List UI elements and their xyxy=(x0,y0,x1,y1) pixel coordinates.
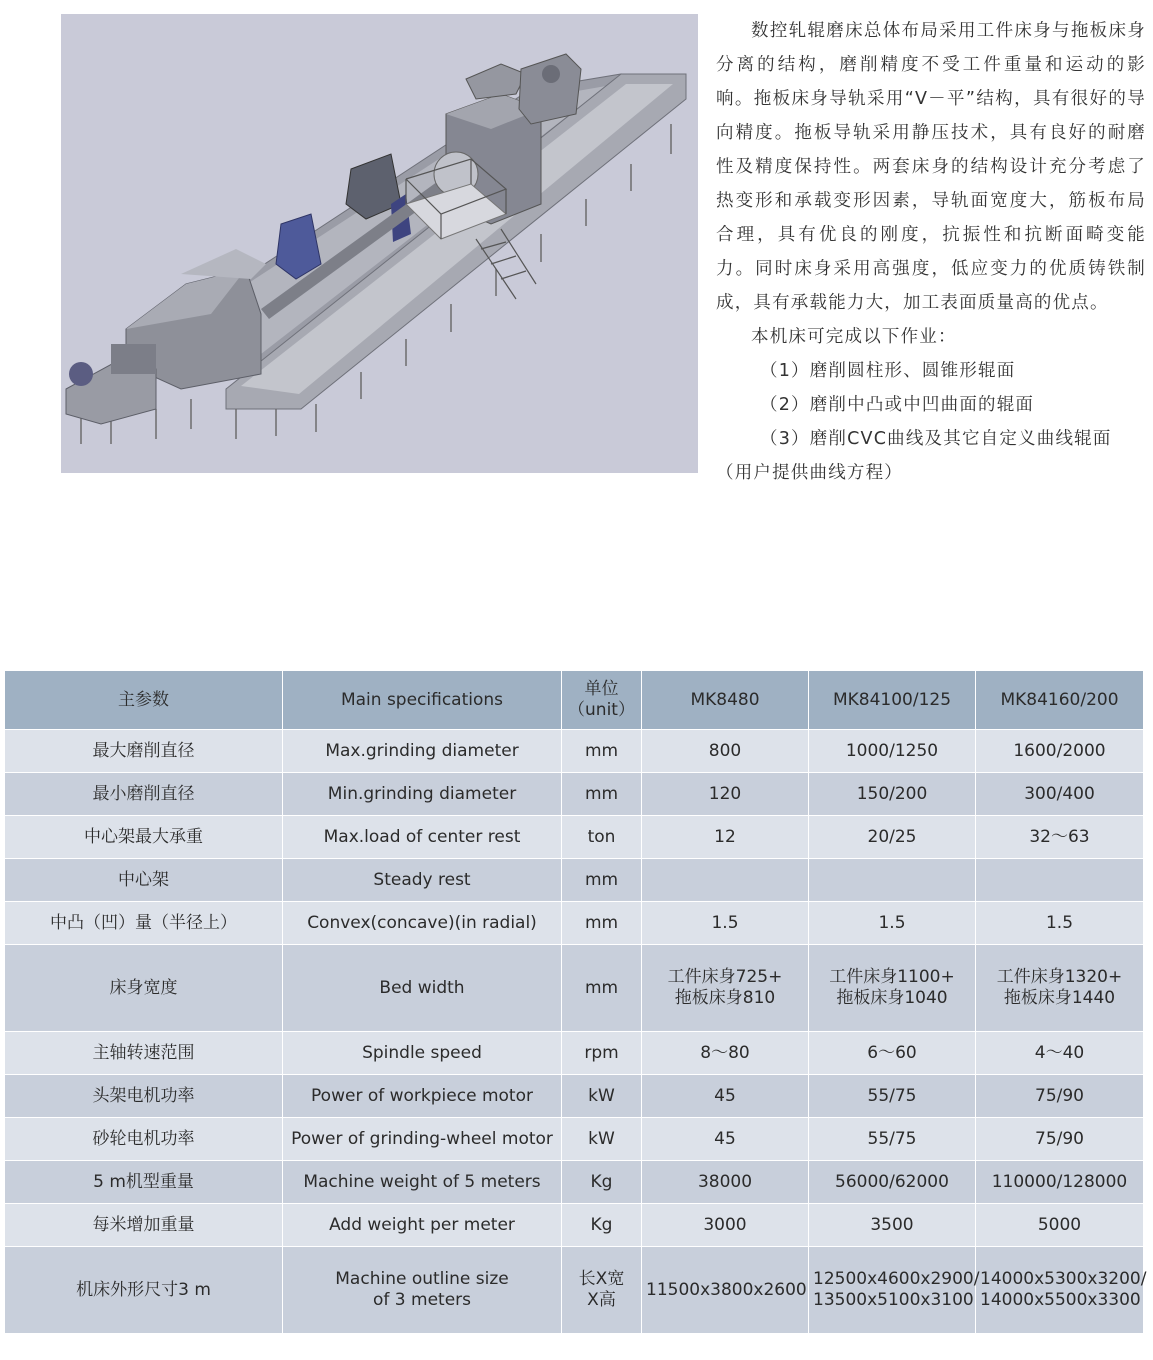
cell-mk84160: 300/400 xyxy=(976,773,1144,816)
cell-mk84160: 4～40 xyxy=(976,1032,1144,1075)
cell-param-en: Spindle speed xyxy=(283,1032,562,1075)
header-mk84160: MK84160/200 xyxy=(976,671,1144,730)
cell-param-en: Power of workpiece motor xyxy=(283,1075,562,1118)
cell-unit: mm xyxy=(562,945,642,1032)
operation-item-2: （2）磨削中凸或中凹曲面的辊面 xyxy=(760,395,1035,415)
cell-param-en: Machine weight of 5 meters xyxy=(283,1161,562,1204)
cell-param-zh: 最大磨削直径 xyxy=(5,730,283,773)
cell-mk84160: 14000x5300x3200/ 14000x5500x3300 xyxy=(976,1247,1144,1334)
operation-item-3-tail: （用户提供曲线方程） xyxy=(716,463,903,483)
cell-mk8480: 11500x3800x2600 xyxy=(642,1247,809,1334)
cell-mk8480: 45 xyxy=(642,1075,809,1118)
table-row xyxy=(5,1247,1144,1334)
cell-mk8480: 800 xyxy=(642,730,809,773)
table-header-row xyxy=(5,671,1144,730)
cell-param-en: Min.grinding diameter xyxy=(283,773,562,816)
operation-item-1: （1）磨削圆柱形、圆锥形辊面 xyxy=(760,361,1016,381)
cell-param-zh: 机床外形尺寸3 m xyxy=(5,1247,283,1334)
cell-param-zh: 中心架最大承重 xyxy=(5,816,283,859)
operations-heading: 本机床可完成以下作业： xyxy=(751,327,957,347)
specifications-table xyxy=(4,670,1147,1334)
cell-param-zh: 主轴转速范围 xyxy=(5,1032,283,1075)
cell-mk84160: 75/90 xyxy=(976,1118,1144,1161)
cell-param-en: Bed width xyxy=(283,945,562,1032)
cell-unit: ton xyxy=(562,816,642,859)
intro-text xyxy=(716,14,1146,490)
table-row xyxy=(5,1161,1144,1204)
cell-param-zh: 中心架 xyxy=(5,859,283,902)
cell-mk84100: 3500 xyxy=(809,1204,976,1247)
table-row xyxy=(5,859,1144,902)
cell-param-zh: 床身宽度 xyxy=(5,945,283,1032)
cell-mk84160: 32～63 xyxy=(976,816,1144,859)
machine-render-image xyxy=(61,14,698,473)
cell-unit: mm xyxy=(562,859,642,902)
table-row xyxy=(5,1032,1144,1075)
cell-mk8480: 45 xyxy=(642,1118,809,1161)
table-row xyxy=(5,773,1144,816)
cell-unit: mm xyxy=(562,730,642,773)
cell-mk84160: 5000 xyxy=(976,1204,1144,1247)
cell-mk84100 xyxy=(809,859,976,902)
cell-param-en: Convex(concave)(in radial) xyxy=(283,902,562,945)
cell-mk84160: 1.5 xyxy=(976,902,1144,945)
cell-mk84100: 1000/1250 xyxy=(809,730,976,773)
cell-mk8480: 38000 xyxy=(642,1161,809,1204)
cell-param-en: Max.load of center rest xyxy=(283,816,562,859)
cell-mk84100: 12500x4600x2900/ 13500x5100x3100 xyxy=(809,1247,976,1334)
header-mk84100: MK84100/125 xyxy=(809,671,976,730)
header-param-zh: 主参数 xyxy=(5,671,283,730)
table-row xyxy=(5,902,1144,945)
table-row xyxy=(5,1204,1144,1247)
header-mk8480: MK8480 xyxy=(642,671,809,730)
cell-param-en: Add weight per meter xyxy=(283,1204,562,1247)
table-row xyxy=(5,1075,1144,1118)
cell-param-zh: 每米增加重量 xyxy=(5,1204,283,1247)
cell-unit: 长X宽 X高 xyxy=(562,1247,642,1334)
table-row xyxy=(5,1118,1144,1161)
cell-mk84160: 1600/2000 xyxy=(976,730,1144,773)
cell-mk84100: 20/25 xyxy=(809,816,976,859)
cell-mk84100: 6～60 xyxy=(809,1032,976,1075)
table-row xyxy=(5,945,1144,1032)
cell-param-en: Max.grinding diameter xyxy=(283,730,562,773)
cell-unit: Kg xyxy=(562,1204,642,1247)
cell-unit: Kg xyxy=(562,1161,642,1204)
cell-mk84100: 1.5 xyxy=(809,902,976,945)
cell-mk8480: 工件床身725+ 拖板床身810 xyxy=(642,945,809,1032)
operation-item-3: （3）磨削CVC曲线及其它自定义曲线辊面 xyxy=(760,429,1112,449)
cell-mk84160 xyxy=(976,859,1144,902)
cell-unit: rpm xyxy=(562,1032,642,1075)
cell-unit: kW xyxy=(562,1075,642,1118)
table-row xyxy=(5,730,1144,773)
cell-param-zh: 最小磨削直径 xyxy=(5,773,283,816)
cell-mk8480: 8～80 xyxy=(642,1032,809,1075)
cell-unit: kW xyxy=(562,1118,642,1161)
cell-mk84100: 150/200 xyxy=(809,773,976,816)
cell-param-en: Steady rest xyxy=(283,859,562,902)
cell-param-en: Power of grinding-wheel motor xyxy=(283,1118,562,1161)
table-row xyxy=(5,816,1144,859)
cell-mk8480 xyxy=(642,859,809,902)
cell-mk84100: 56000/62000 xyxy=(809,1161,976,1204)
cell-mk8480: 1.5 xyxy=(642,902,809,945)
cell-param-en: Machine outline size of 3 meters xyxy=(283,1247,562,1334)
cell-param-zh: 5 m机型重量 xyxy=(5,1161,283,1204)
cell-param-zh: 砂轮电机功率 xyxy=(5,1118,283,1161)
header-param-en: Main specifications xyxy=(283,671,562,730)
cell-unit: mm xyxy=(562,773,642,816)
header-unit: 单位 （unit） xyxy=(562,671,642,730)
cell-param-zh: 头架电机功率 xyxy=(5,1075,283,1118)
cell-mk8480: 3000 xyxy=(642,1204,809,1247)
intro-paragraph: 数控轧辊磨床总体布局采用工件床身与拖板床身分离的结构，磨削精度不受工件重量和运动的影响。拖板床身导轨采用“V－平”结构，具有很好的导向精度。拖板导轨采用静压技术，具有良好的耐磨性及精度保持性。两套床身的结构设计充分考虑了热变形和承载变形因素，导轨面宽度大，筋板布局合理，具有优良的刚度，抗振性和抗断面畸变能力。同时床身采用高强度，低应变力的优质铸铁制成，具有承载能力大，加工表面质量高的优点。 xyxy=(716,21,1146,313)
cell-mk84160: 110000/128000 xyxy=(976,1161,1144,1204)
cell-mk84100: 工件床身1100+ 拖板床身1040 xyxy=(809,945,976,1032)
cell-mk84100: 55/75 xyxy=(809,1075,976,1118)
cell-mk8480: 120 xyxy=(642,773,809,816)
cell-mk8480: 12 xyxy=(642,816,809,859)
cell-mk84160: 工件床身1320+ 拖板床身1440 xyxy=(976,945,1144,1032)
cell-unit: mm xyxy=(562,902,642,945)
cell-mk84100: 55/75 xyxy=(809,1118,976,1161)
cell-mk84160: 75/90 xyxy=(976,1075,1144,1118)
cell-param-zh: 中凸（凹）量（半径上） xyxy=(5,902,283,945)
cnc-roll-grinder-icon xyxy=(61,14,698,473)
